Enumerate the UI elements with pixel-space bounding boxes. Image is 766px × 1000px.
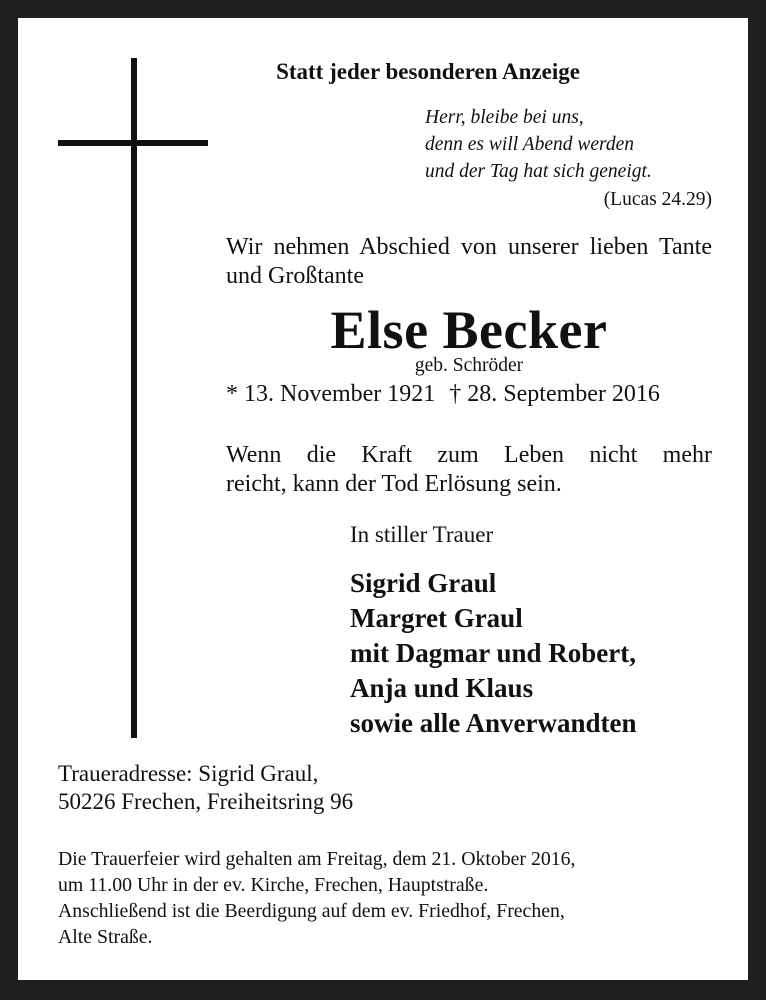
notice-header: Statt jeder besonderen Anzeige xyxy=(276,59,580,84)
service-line: um 11.00 Uhr in der ev. Kirche, Frechen, Hauptstraße. xyxy=(58,874,489,896)
mourner-name: mit Dagmar und Robert, xyxy=(350,638,636,668)
verse-line: denn es will Abend werden xyxy=(425,134,635,155)
farewell-intro: Wir nehmen Abschied von unserer lieben Tante und Großtante xyxy=(226,234,712,289)
cross-icon-crossbar xyxy=(58,140,208,146)
bible-verse xyxy=(425,104,652,185)
mourners-list xyxy=(350,566,637,741)
funeral-service-info xyxy=(58,846,718,950)
quote-line: Wenn die Kraft zum Leben nicht mehr xyxy=(226,442,712,468)
mourning-label: In stiller Trauer xyxy=(350,522,494,547)
quote-line: reicht, kann der Tod Erlösung sein. xyxy=(226,471,562,497)
mourner-name: sowie alle Anverwandten xyxy=(350,708,637,738)
obituary-notice xyxy=(18,18,748,980)
verse-reference: (Lucas 24.29) xyxy=(603,189,712,210)
death-date: † 28. September 2016 xyxy=(449,381,660,407)
address-line: Traueradresse: Sigrid Graul, xyxy=(58,761,319,786)
birth-date: * 13. November 1921 xyxy=(226,381,436,407)
life-dates xyxy=(226,380,712,409)
service-line: Die Trauerfeier wird gehalten am Freitag, dem 21. Oktober 2016, xyxy=(58,848,576,870)
service-line: Anschließend ist die Beerdigung auf dem ev. Friedhof, Frechen, xyxy=(58,900,565,922)
maiden-name: geb. Schröder xyxy=(414,355,524,376)
mourner-name: Sigrid Graul xyxy=(350,568,497,598)
verse-line: und der Tag hat sich geneigt. xyxy=(425,161,652,182)
mourning-address xyxy=(58,760,353,816)
mourner-name: Anja und Klaus xyxy=(350,673,534,703)
cross-icon xyxy=(131,58,137,738)
address-line: 50226 Frechen, Freiheitsring 96 xyxy=(58,789,354,814)
service-line: Alte Straße. xyxy=(58,926,153,948)
deceased-name: Else Becker xyxy=(330,300,608,360)
mourner-name: Margret Graul xyxy=(350,603,523,633)
verse-line: Herr, bleibe bei uns, xyxy=(425,107,584,128)
memorial-quote xyxy=(226,441,712,499)
